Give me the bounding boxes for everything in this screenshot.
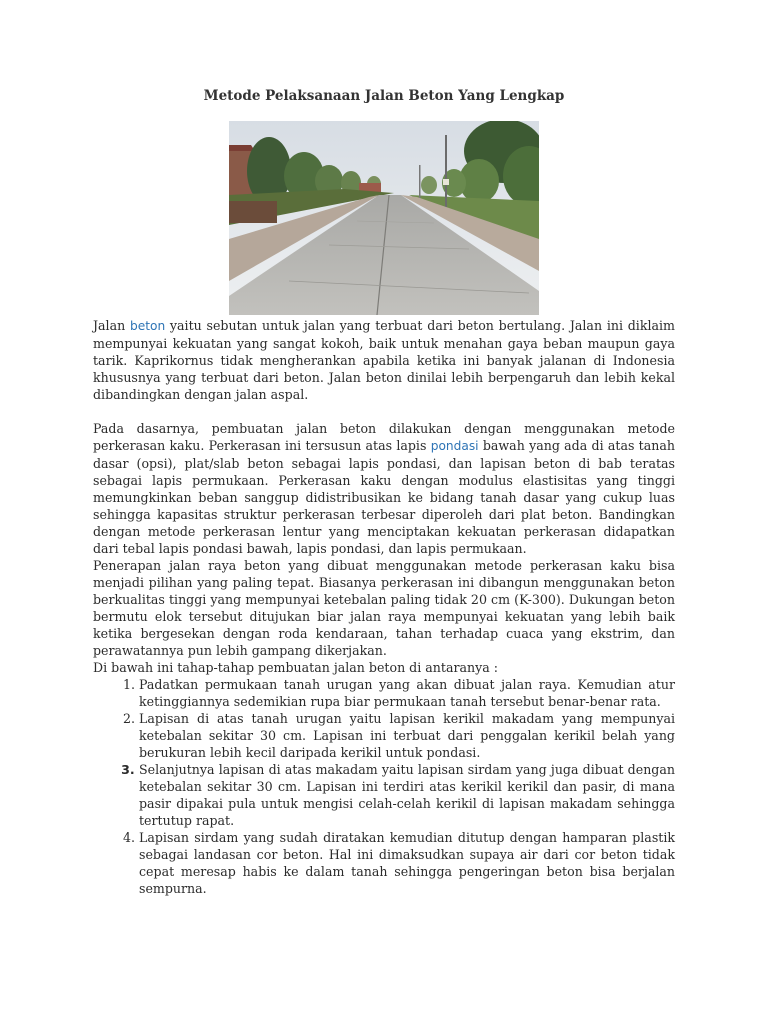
paragraph-application: Penerapan jalan raya beton yang dibuat menggunakan metode perkerasan kaku bisa menjadi pilihan yang paling tepat. Biasanya perkerasan ini dibangun menggunakan beton berkualitas tinggi yang mempunyai ketebalan paling tidak 20 cm (K-300). Dukungan beton bermutu elok tersebut ditujukan biar jalan raya mempunyai kekuatan yang lebih baik ketika bergesekan dengan roda kendaraan, tahan terhadap cuaca yang ekstrim, dan perawatannya pun lebih gampang dikerjakan. [93, 558, 675, 658]
link-pondasi[interactable]: pondasi [430, 439, 479, 453]
steps-list [93, 676, 675, 897]
concrete-road-photo [229, 121, 539, 315]
paragraph-intro: Jalan beton yaitu sebutan untuk jalan yang terbuat dari beton bertulang. Jalan ini diklaim mempunyai kekuatan yang sangat kokoh, baik untuk menahan gaya beban maupun gaya tarik. Kaprikornus tidak mengherankan apabila ketika ini banyak jalanan di Indonesia khususnya yang terbuat dari beton. Jalan beton dinilai lebih berpengaruh dan lebih kekal dibandingkan dengan jalan aspal. [93, 318, 675, 402]
document-title: Metode Pelaksanaan Jalan Beton Yang Lengkap [203, 88, 565, 104]
list-item: 4. Lapisan sirdam yang sudah diratakan kemudian ditutup dengan hamparan plastik sebagai landasan cor beton. Hal ini dimaksudkan supaya air dari cor beton tidak cepat meresap habis ke dalam tanah sehingga pengeringan beton bisa berjalan sempurna. [139, 829, 675, 897]
article-body [93, 317, 675, 897]
list-item: 2. Lapisan di atas tanah urugan yaitu lapisan kerikil makadam yang mempunyai ketebalan sekitar 30 cm. Lapisan ini terbuat dari penggalan kerikil belah yang berukuran lebih kecil daripada kerikil untuk pondasi. [139, 710, 675, 761]
list-item: 1. Padatkan permukaan tanah urugan yang akan dibuat jalan raya. Kemudian atur ketinggiannya sedemikian rupa biar permukaan tanah tersebut benar-benar rata. [139, 676, 675, 710]
link-beton[interactable]: beton [129, 319, 166, 333]
paragraph-method: Pada dasarnya, pembuatan jalan beton dilakukan dengan menggunakan metode perkerasan kaku. Perkerasan ini tersusun atas lapis pondasi bawah yang ada di atas tanah dasar (opsi), plat/slab beton sebagai lapis pondasi, dan lapisan beton di bab teratas sebagai lapis permukaan. Perkerasan kaku dengan modulus elastisitas yang tinggi memungkinkan beban sanggup didistribusikan ke bidang tanah dasar yang cukup luas sehingga kapasitas struktur perkerasan terbesar diperoleh dari plat beton. Bandingkan dengan metode perkerasan lentur yang menciptakan kekuatan perkerasan didapatkan dari tebal lapis pondasi bawah, lapis pondasi, dan lapis permukaan. [93, 421, 675, 556]
list-item: 3. Selanjutnya lapisan di atas makadam yaitu lapisan sirdam yang juga dibuat dengan ketebalan sekitar 30 cm. Lapisan ini terdiri atas kerikil kerikil dan pasir, di mana pasir dipakai pula untuk mengisi celah-celah kerikil di lapisan makadam sehingga tertutup rapat. [139, 761, 675, 829]
paragraph-steps-intro: Di bawah ini tahap-tahap pembuatan jalan beton di antaranya : [93, 660, 498, 675]
